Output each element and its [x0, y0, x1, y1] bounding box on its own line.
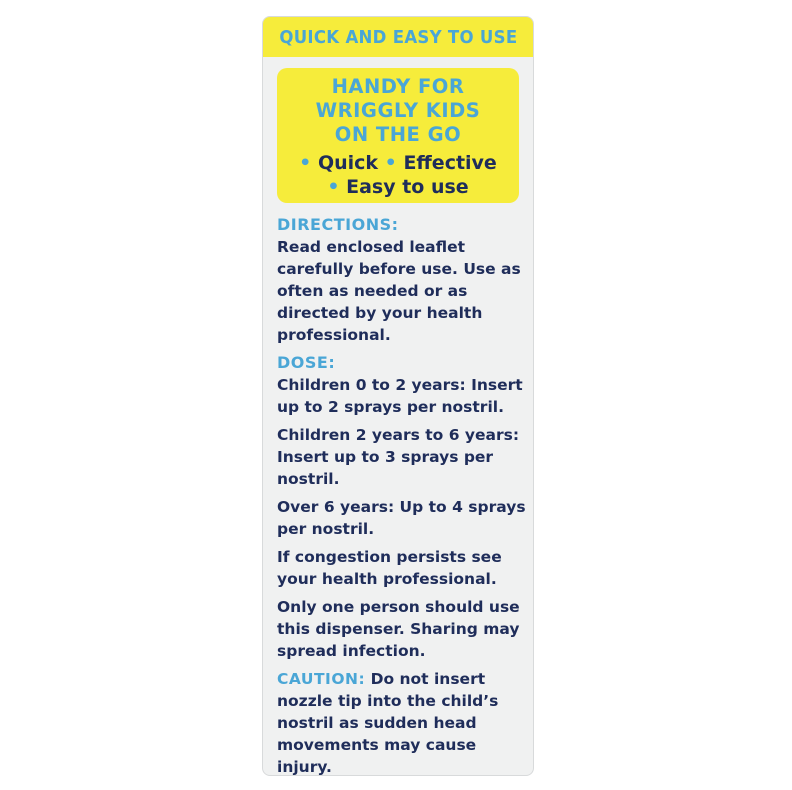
bullet-dot-icon: • [299, 152, 312, 174]
bullet-dot-icon: • [384, 152, 397, 174]
header-band [263, 17, 533, 57]
promo-title-line: HANDY FOR [331, 75, 465, 98]
promo-box [277, 68, 519, 203]
dose-item: Children 0 to 2 years: Insert up to 2 sprays per nostril. [277, 376, 523, 416]
dose-heading: DOSE: [277, 353, 336, 372]
promo-title [277, 75, 519, 147]
promo-title-line: ON THE GO [334, 123, 462, 146]
bullet-row [277, 175, 519, 199]
caution-text: Do not insert nozzle tip into the child’s nostril as sudden head movements may cause injury. [277, 670, 499, 776]
directions-heading: DIRECTIONS: [277, 215, 399, 234]
bullet-easy-to-use: Easy to use [346, 176, 469, 198]
dose-item: If congestion persists see your health professional. [277, 548, 502, 588]
promo-bullets [277, 151, 519, 199]
caution-block [277, 668, 527, 776]
directions-text: Read enclosed leaflet carefully before use. Use as often as needed or as directed by your health professional. [277, 238, 521, 344]
dose-item: Only one person should use this dispenser. Sharing may spread infection. [277, 598, 520, 660]
dose-item: Over 6 years: Up to 4 sprays per nostril. [277, 498, 526, 538]
bullet-quick: Quick [317, 152, 379, 174]
bullet-effective: Effective [403, 152, 497, 174]
dose-item: Children 2 years to 6 years: Insert up to 3 sprays per nostril. [277, 426, 520, 488]
promo-title-line: WRIGGLY KIDS [315, 99, 481, 122]
header-text: QUICK AND EASY TO USE [278, 26, 518, 48]
label-content [277, 214, 527, 776]
bullet-row [277, 151, 519, 175]
caution-label: CAUTION: [277, 670, 366, 688]
bullet-dot-icon: • [327, 176, 340, 198]
product-label-panel [262, 16, 534, 776]
